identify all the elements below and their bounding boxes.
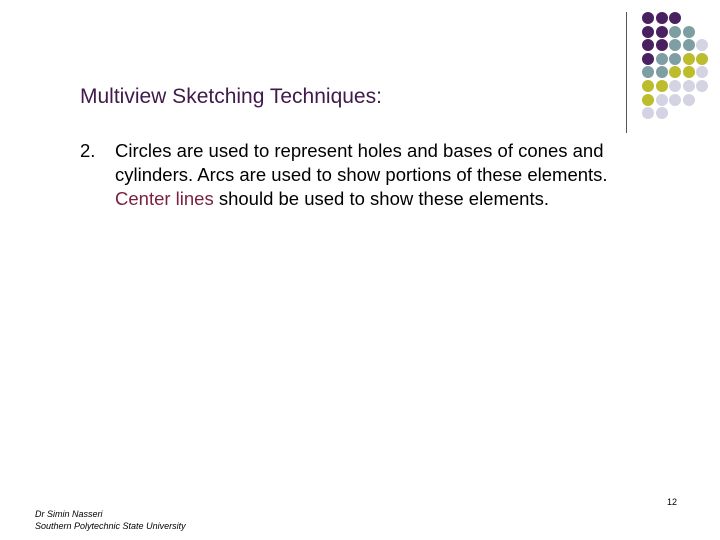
text-after-highlight: should be used to show these elements. — [213, 188, 549, 210]
decorative-dot — [642, 53, 654, 65]
decorative-dot — [656, 66, 668, 78]
decorative-dot — [656, 26, 668, 38]
decorative-dot — [669, 66, 681, 78]
decorative-dot — [683, 53, 695, 65]
decorative-dot — [642, 26, 654, 38]
decorative-dot — [656, 39, 668, 51]
decorative-dot-grid — [640, 10, 720, 122]
list-item — [80, 139, 620, 211]
slide-title: Multiview Sketching Techniques: — [80, 85, 382, 108]
decorative-dot — [656, 94, 668, 106]
decorative-dot — [642, 94, 654, 106]
decorative-dot — [642, 107, 654, 119]
decorative-dot — [696, 53, 708, 65]
decorative-dot — [696, 80, 708, 92]
decorative-dot — [669, 26, 681, 38]
decorative-dot — [683, 66, 695, 78]
highlighted-term: Center lines — [115, 188, 214, 210]
decorative-dot — [696, 39, 708, 51]
decorative-dot — [683, 39, 695, 51]
text-before-highlight: Circles are used to represent holes and bases of cones and cylinders. Arcs are used to show portions of these elements. — [115, 140, 608, 186]
decorative-dot — [669, 94, 681, 106]
decorative-dot — [683, 80, 695, 92]
decorative-dot — [669, 12, 681, 24]
divider-line — [626, 12, 627, 133]
footer — [35, 508, 186, 532]
decorative-dot — [656, 107, 668, 119]
body-list — [80, 139, 620, 211]
decorative-dot — [656, 80, 668, 92]
decorative-dot — [656, 53, 668, 65]
page-number: 12 — [667, 497, 678, 507]
decorative-dot — [683, 26, 695, 38]
decorative-dot — [642, 66, 654, 78]
footer-author: Dr Simin Nasseri — [35, 509, 103, 519]
decorative-dot — [669, 80, 681, 92]
decorative-dot — [669, 39, 681, 51]
decorative-dot — [642, 39, 654, 51]
decorative-dot — [683, 94, 695, 106]
decorative-dot — [642, 80, 654, 92]
decorative-dot — [656, 12, 668, 24]
decorative-dot — [642, 12, 654, 24]
footer-institution: Southern Polytechnic State University — [35, 521, 186, 532]
list-item-text — [115, 139, 620, 211]
decorative-dot — [669, 53, 681, 65]
list-item-number: 2. — [80, 140, 96, 161]
decorative-dot — [696, 66, 708, 78]
